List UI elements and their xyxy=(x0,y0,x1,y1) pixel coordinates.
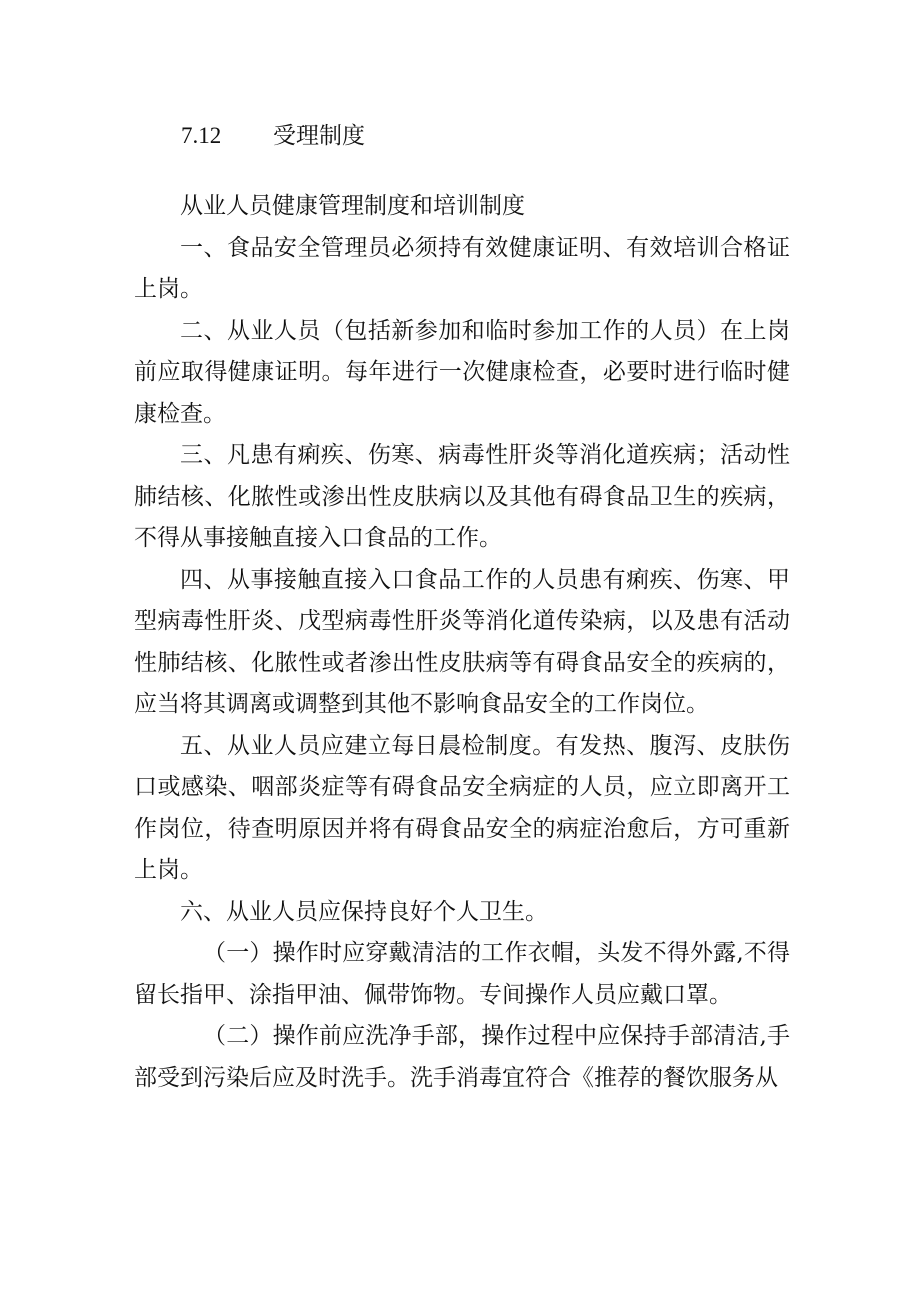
paragraph-3: 三、凡患有痢疾、伤寒、病毒性肝炎等消化道疾病；活动性肺结核、化脓性或渗出性皮肤病以及其他有碍食品卫生的疾病，不得从事接触直接入口食品的工作。 xyxy=(134,442,790,551)
paragraph-2: 二、从业人员（包括新参加和临时参加工作的人员）在上岗前应取得健康证明。每年进行一次健康检查，必要时进行临时健康检查。 xyxy=(134,317,790,427)
section-number: 7.12 xyxy=(181,123,222,148)
paragraph-4: 四、从事接触直接入口食品工作的人员患有痢疾、伤寒、甲型病毒性肝炎、戊型病毒性肝炎等消化道传染病，以及患有活动性肺结核、化脓性或者渗出性皮肤病等有碍食品安全的疾病的，应当将其调离或调整到其他不影响食品安全的工作岗位。 xyxy=(134,566,790,717)
sub-item-2: （二）操作前应洗净手部，操作过程中应保持手部清洁,手部受到污染后应及时洗手。洗手消毒宜符合《推荐的餐饮服务从 xyxy=(134,1023,790,1091)
document-subtitle: 从业人员健康管理制度和培训制度 xyxy=(180,193,525,219)
paragraph-1: 一、食品安全管理员必须持有效健康证明、有效培训合格证上岗。 xyxy=(134,234,790,302)
document-body xyxy=(134,186,790,1099)
paragraph-6: 六、从业人员应保持良好个人卫生。 xyxy=(180,898,548,925)
paragraph-5: 五、从业人员应建立每日晨检制度。有发热、腹泻、皮肤伤口或感染、咽部炎症等有碍食品安全病症的人员，应立即离开工作岗位，待查明原因并将有碍食品安全的病症治愈后，方可重新上岗。 xyxy=(134,732,790,883)
sub-item-1: （一）操作时应穿戴清洁的工作衣帽，头发不得外露,不得留长指甲、涂指甲油、佩带饰物。专间操作人员应戴口罩。 xyxy=(134,940,790,1008)
section-heading xyxy=(181,116,365,156)
section-title: 受理制度 xyxy=(273,123,365,149)
